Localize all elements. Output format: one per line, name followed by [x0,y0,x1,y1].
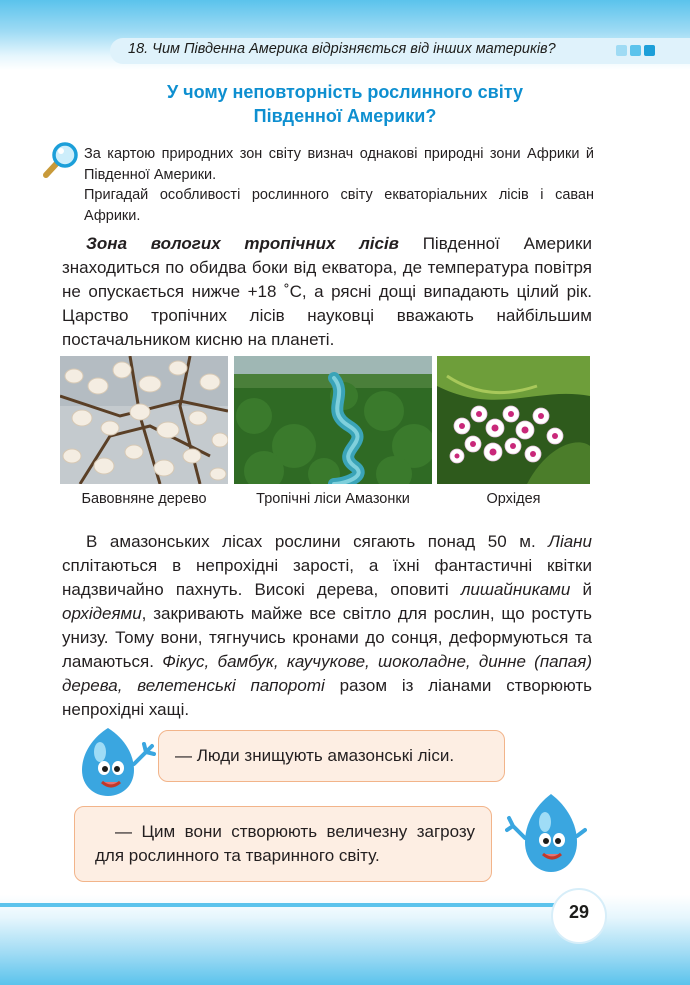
task-line-2: Пригадай особливості рослинного світу екваторіальних лісів і саван Африки. [84,187,594,224]
droplet-mascot-icon [74,724,156,805]
magnifier-icon [38,140,80,187]
photo-amazon-forest [234,356,432,484]
photo-cotton-tree [60,356,228,484]
caption-cotton-tree: Бавовняне дерево [81,491,207,507]
speech-bubble-2 [74,806,492,882]
paragraph-amazon-plants: В амазонських лісах рослини сягають понад 50 м. Ліани сплітаються в непрохідні зарості, а їхні фантастичні квітки надзвичайно пахнуть. Високі дерева, оповиті лишайниками й орхідеями, закривають майже все світло для рослин, що ростуть унизу. Тому вони, тягнучись кронами до сонця, деформуються та ламаються. Фікус, бамбук, каучукове, шоколадне, динне (папая) дерева, велетенські папороті разом із ліанами створюють непрохідні хащі. [62,532,592,719]
section-title [80,80,610,128]
page-number: 29 [568,902,590,922]
section-title-line-1: У чому неповторність рослинного світу [166,82,524,102]
header-decoration [616,43,658,61]
photo-orchid [437,356,590,484]
footer-line [0,903,560,907]
paragraph-rainforest: Зона вологих тропічних лісів Південної Америки знаходиться по обидва боки від екватора, де температура повітря не опускається нижче +18 ˚С, а рясні дощі випадають цілий рік. Царство тропічних лісів науковці вважають найбільшим постачальником кисню на планеті. [62,234,592,349]
caption-orchid: Орхідея [486,491,541,507]
task-line-1: За картою природних зон світу визнач однакові природні зони Африки й Південної Америки. [84,146,594,183]
droplet-mascot-icon-2 [505,790,587,885]
task-block [84,144,594,226]
caption-amazon-forest: Тропічні ліси Амазонки [256,491,410,507]
section-title-line-2: Південної Америки? [253,106,437,126]
dialog-line-1: — Люди знищують амазонські ліси. [175,746,455,765]
dialog-line-2: — Цим вони створюють величезну загрозу для рослинного та тваринного світу. [95,822,475,865]
chapter-title: 18. Чим Південна Америка відрізняється від інших материків? [128,41,556,57]
speech-bubble-1 [158,730,505,782]
term-rainforest-zone: Зона вологих тропічних лісів [86,234,399,253]
